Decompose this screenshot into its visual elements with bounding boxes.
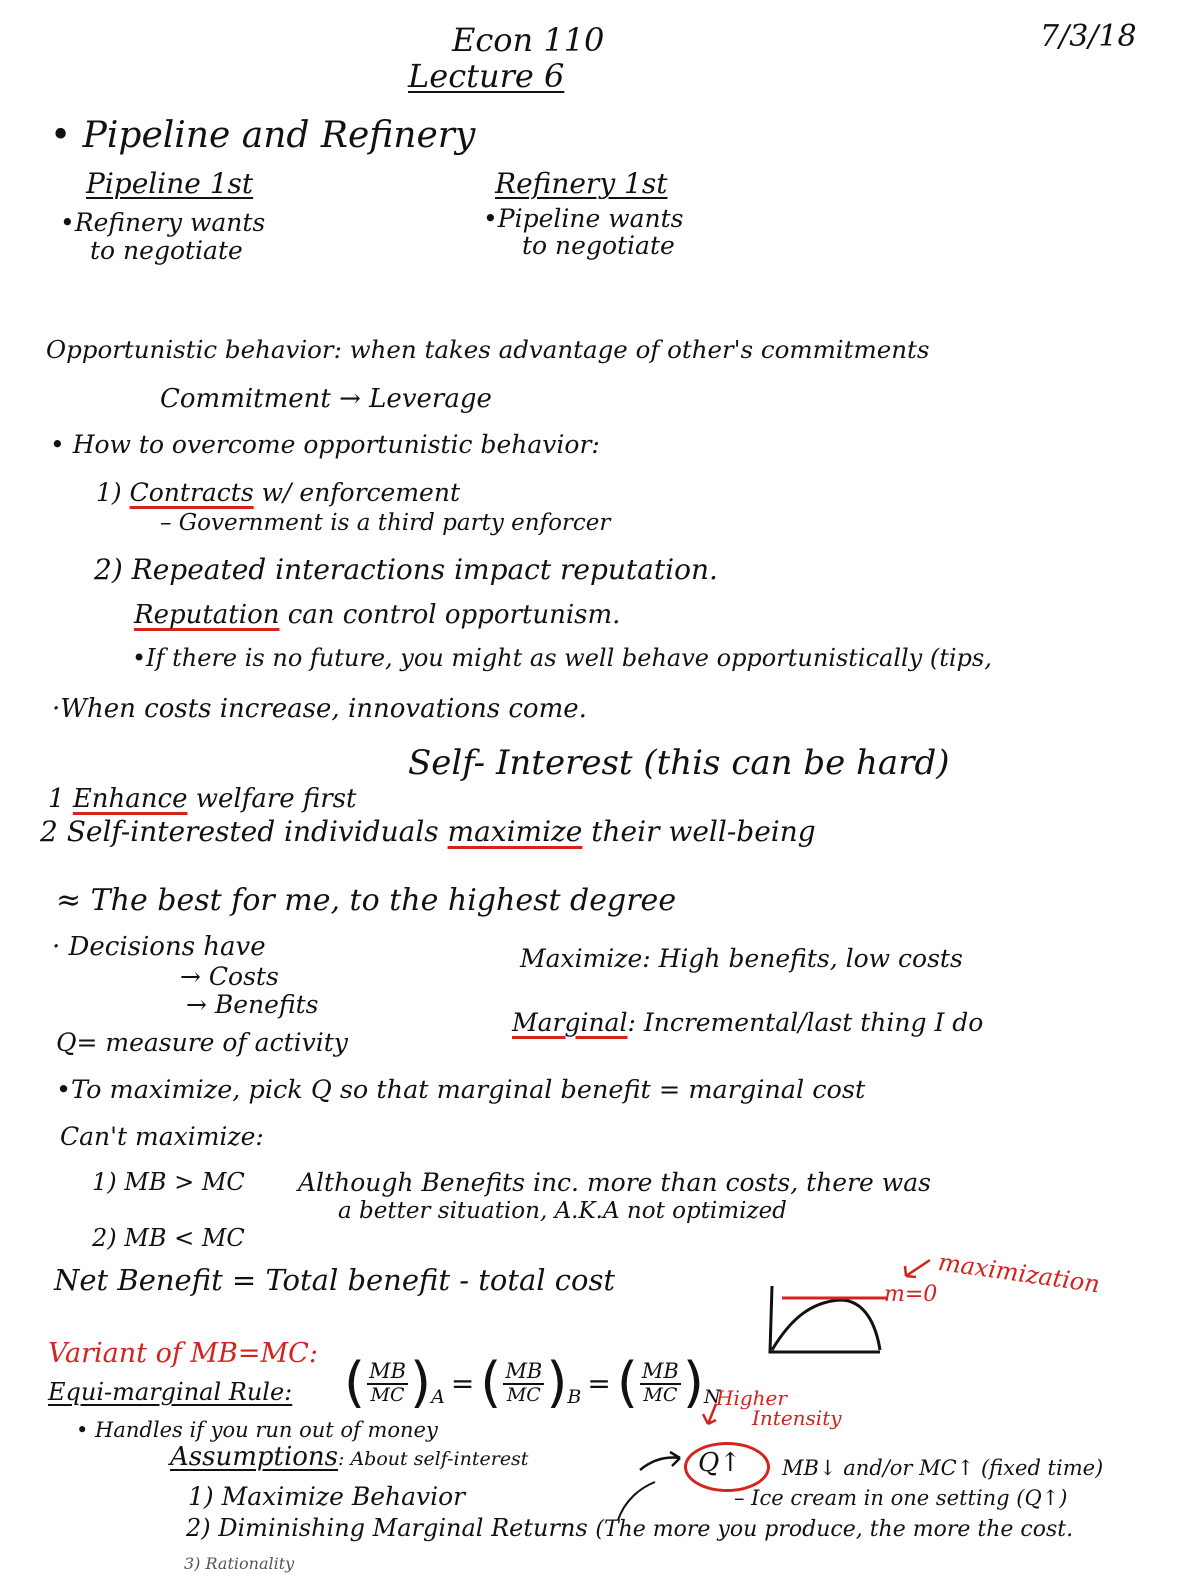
intensity-label: Intensity bbox=[752, 1406, 842, 1430]
to-maximize-line: •To maximize, pick Q so that marginal benefit = marginal cost bbox=[56, 1075, 866, 1105]
line2-start: 2 Self-interested individuals bbox=[40, 815, 448, 848]
opportunism-definition: Opportunistic behavior: when takes advantage of other's commitments bbox=[46, 335, 930, 364]
equi-marginal-equation: ( $\frac{MB}{MC}$ ) A = ( $\frac{MB}{MC}$ ) B = ( $\frac{MB}{MC}$ ) N bbox=[344, 1351, 721, 1414]
line2-rest: their well-being bbox=[582, 815, 816, 848]
pipeline-first-line2: to negotiate bbox=[90, 236, 243, 265]
government-enforcer: – Government is a third party enforcer bbox=[160, 510, 611, 536]
diminishing-note: (The more you produce, the more the cost. bbox=[595, 1517, 1074, 1542]
line1-number: 1 bbox=[48, 784, 73, 814]
lecture-title: Lecture 6 bbox=[408, 57, 565, 95]
q-up-label: Q↑ bbox=[698, 1448, 742, 1478]
reputation-word: Reputation bbox=[134, 600, 280, 630]
ratio-a-numerator: MB bbox=[367, 1360, 408, 1385]
repeated-interactions: 2) Repeated interactions impact reputation. bbox=[94, 553, 718, 586]
ratio-a-subscript: A bbox=[431, 1386, 445, 1408]
m-zero-label: m=0 bbox=[884, 1282, 938, 1307]
ice-cream-line: – Ice cream in one setting (Q↑) bbox=[734, 1486, 1068, 1510]
innovation-line: ·When costs increase, innovations come. bbox=[52, 694, 587, 724]
case1-note-line2: a better situation, A.K.A not optimized bbox=[338, 1198, 787, 1224]
assumption-maximize: 1) Maximize Behavior bbox=[188, 1482, 466, 1511]
pipeline-first-line1: •Refinery wants bbox=[60, 208, 266, 237]
assumptions-note: : About self-interest bbox=[338, 1448, 529, 1470]
commitment-leverage: Commitment → Leverage bbox=[160, 384, 492, 414]
case-mb-greater: 1) MB > MC bbox=[92, 1168, 245, 1196]
maximize-word: maximize bbox=[447, 815, 583, 848]
marginal-def-text: : Incremental/last thing I do bbox=[627, 1008, 984, 1037]
reputation-rest: can control opportunism. bbox=[279, 600, 621, 630]
sketch-curve bbox=[772, 1300, 880, 1350]
topic-heading: • Pipeline and Refinery bbox=[50, 115, 476, 156]
maximize-definition: Maximize: High benefits, low costs bbox=[520, 944, 963, 973]
refinery-first-line1: •Pipeline wants bbox=[483, 204, 684, 233]
course-title: Econ 110 bbox=[452, 21, 605, 59]
black-arrow-to-q bbox=[640, 1452, 680, 1470]
enhance-rest: welfare first bbox=[187, 784, 357, 814]
no-future-line: •If there is no future, you might as well behave opportunistically (tips, bbox=[132, 644, 992, 672]
equi-marginal-rule: Equi-marginal Rule: bbox=[48, 1378, 293, 1406]
sketch-y-axis bbox=[770, 1286, 880, 1352]
ratio-a-denominator: MC bbox=[370, 1384, 405, 1407]
refinery-first-heading: Refinery 1st bbox=[495, 167, 668, 200]
q-definition: Q= measure of activity bbox=[56, 1028, 348, 1057]
item1-number: 1) bbox=[96, 478, 122, 507]
ratio-n-subscript: N bbox=[703, 1386, 721, 1408]
case1-note-line1: Although Benefits inc. more than costs, there was bbox=[298, 1168, 931, 1197]
ratio-n-denominator: MC bbox=[643, 1384, 678, 1407]
handles-money-line: • Handles if you run out of money bbox=[76, 1418, 438, 1442]
marginal-word: Marginal bbox=[512, 1008, 628, 1037]
assumptions-word: Assumptions bbox=[170, 1442, 339, 1472]
assumptions-line bbox=[170, 1444, 528, 1470]
contracts-word: Contracts bbox=[129, 478, 254, 507]
benefits-arrow: → Benefits bbox=[186, 990, 319, 1019]
enhance-word: Enhance bbox=[72, 784, 188, 814]
ratio-b-subscript: B bbox=[567, 1386, 582, 1408]
ratio-b-denominator: MC bbox=[506, 1384, 541, 1407]
date: 7/3/18 bbox=[1040, 19, 1137, 54]
ratio-n-numerator: MB bbox=[640, 1360, 681, 1385]
case-mb-less: 2) MB < MC bbox=[92, 1224, 245, 1252]
contracts-rest: w/ enforcement bbox=[253, 478, 460, 507]
decisions-line: · Decisions have bbox=[52, 932, 266, 962]
sketch-red-arrow bbox=[905, 1260, 930, 1277]
pipeline-first-heading: Pipeline 1st bbox=[86, 167, 254, 200]
mb-mc-fixed-time: MB↓ and/or MC↑ (fixed time) bbox=[782, 1456, 1104, 1480]
assumption-diminishing bbox=[186, 1516, 1073, 1541]
curved-connector bbox=[618, 1482, 655, 1520]
self-interest-title: Self- Interest (this can be hard) bbox=[408, 743, 950, 783]
maximization-label: maximization bbox=[936, 1248, 1102, 1299]
ratio-b-numerator: MB bbox=[503, 1360, 544, 1385]
net-benefit-line: Net Benefit = Total benefit - total cost bbox=[54, 1263, 616, 1297]
diminishing-text: 2) Diminishing Marginal Returns bbox=[186, 1514, 596, 1542]
refinery-first-line2: to negotiate bbox=[522, 231, 675, 260]
assumption-rationality: 3) Rationality bbox=[184, 1554, 295, 1573]
best-for-me-line: ≈ The best for me, to the highest degree bbox=[56, 883, 677, 918]
cant-maximize-heading: Can't maximize: bbox=[60, 1122, 264, 1151]
overcome-heading: • How to overcome opportunistic behavior: bbox=[50, 430, 600, 459]
costs-arrow: → Costs bbox=[180, 962, 279, 991]
variant-heading: Variant of MB=MC: bbox=[48, 1338, 318, 1369]
higher-label: Higher bbox=[716, 1386, 787, 1410]
